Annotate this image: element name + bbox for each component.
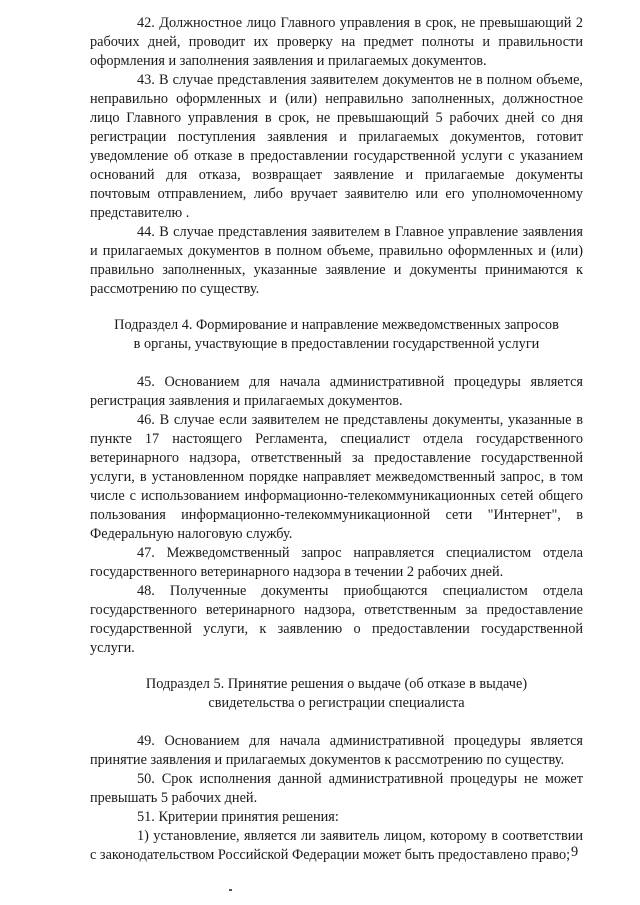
paragraph-46: 46. В случае если заявителем не представлены документы, указанные в пункте 17 настоящего Регламента, специалист отдела государственного ветеринарного надзора, ответственный за предоставление государственной услуги, в установленном порядке направляет межведомственный запрос, в том числе с использованием информационно-телекоммуникационных сетей общего пользования информационно-телекоммуникационной сети "Интернет", в Федеральную налоговую службу.	[90, 412, 583, 542]
section-5-heading: Подраздел 5. Принятие решения о выдаче (об отказе в выдаче) свидетельства о регистрации специалиста	[145, 676, 528, 711]
paragraph-51: 51. Критерии принятия решения:	[137, 809, 339, 825]
scan-artifact	[229, 889, 232, 891]
paragraph-45: 45. Основанием для начала административной процедуры является регистрация заявления и прилагаемых документов.	[90, 374, 583, 409]
section-4-heading: Подраздел 4. Формирование и направление межведомственных запросов в органы, участвующие в предоставлении государственной услуги	[114, 317, 559, 352]
page-number: 9	[571, 844, 579, 860]
paragraph-44: 44. В случае представления заявителем в Главное управление заявления и прилагаемых документов в полном объеме, правильно оформленных и (или) правильно заполненных, указанные заявление и документы принимаются к рассмотрению по существу.	[90, 224, 583, 297]
paragraph-50: 50. Срок исполнения данной административной процедуры не может превышать 5 рабочих дней.	[90, 771, 583, 806]
paragraph-42: 42. Должностное лицо Главного управления в срок, не превышающий 2 рабочих дней, проводит их проверку на предмет полноты и правильности оформления и заполнения заявления и прилагаемых документов.	[90, 15, 583, 69]
paragraph-47: 47. Межведомственный запрос направляется специалистом отдела государственного ветеринарного надзора в течении 2 рабочих дней.	[90, 545, 583, 580]
document-page	[90, 14, 583, 865]
paragraph-51-item-1: 1) установление, является ли заявитель лицом, которому в соответствии с законодательством Российской Федерации может быть предоставлено право;	[90, 828, 583, 863]
paragraph-43: 43. В случае представления заявителем документов не в полном объеме, неправильно оформленных и (или) неправильно заполненных, должностное лицо Главного управления в срок, не превышающий 5 рабочих дней со дня регистрации поступления заявления и прилагаемых документов, готовит уведомление об отказе в предоставлении государственной услуги с указанием оснований для отказа, возвращает заявление и прилагаемые документы почтовым отправлением, либо вручает заявителю или его уполномоченному представителю .	[90, 72, 583, 221]
paragraph-49: 49. Основанием для начала административной процедуры является принятие заявления и прилагаемых документов к рассмотрению по существу.	[90, 733, 583, 768]
paragraph-48: 48. Полученные документы приобщаются специалистом отдела государственного ветеринарного надзора, ответственным за предоставление государственной услуги, к заявлению о предоставлении государственной услуги.	[90, 583, 583, 656]
